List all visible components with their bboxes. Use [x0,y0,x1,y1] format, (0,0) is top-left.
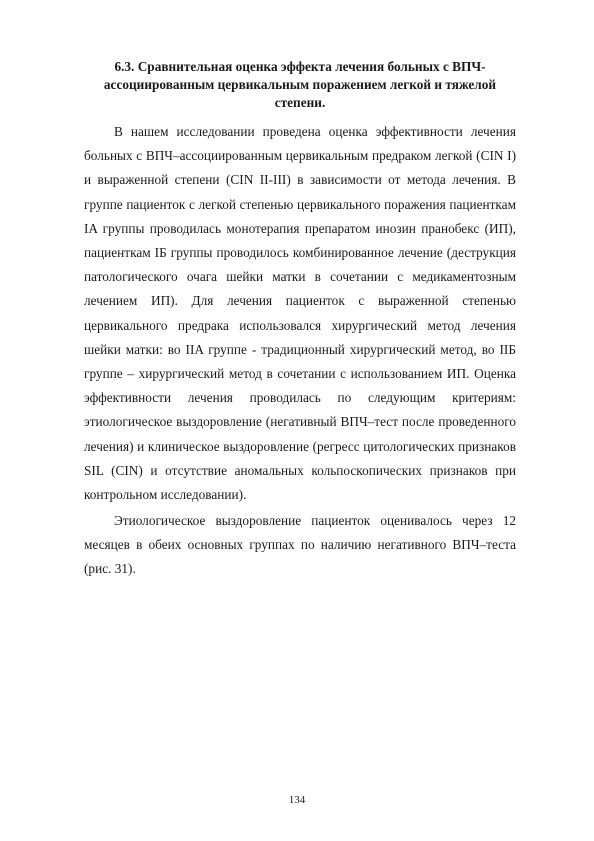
section-heading [84,58,516,112]
section-heading-line: ассоциированным цервикальным поражением легкой и тяжелой [103,77,497,92]
page-number: 134 [288,794,306,806]
body-paragraph: В нашем исследовании проведена оценка эффективности лечения больных с ВПЧ–ассоциированным цервикальным предраком легкой (CIN I) и выраженной степени (CIN II-III) в зависимости от метода лечения. В группе пациенток с легкой степенью цервикального поражения пациенткам IA группы проводилась монотерапия препаратом инозин пранобекс (ИП), пациенткам IБ группы проводилось комбинированное лечение (деструкция патологического очага шейки матки в сочетании с медикаментозным лечением ИП). Для лечения пациенток с выраженной степенью цервикального предрака использовался хирургический метод лечения шейки матки: во IIA группе - традиционный хирургический метод, во IIБ группе – хирургический метод в сочетании с использованием ИП. Оценка эффективности лечения проводилась по следующим критериям: этиологическое выздоровление (негативный ВПЧ–тест после проведенного лечения) и клиническое выздоровление (регресс цитологических признаков SIL (CIN) и отсутствие аномальных кольпоскопических признаков при контрольном исследовании). [84,124,516,503]
section-heading-line: 6.3. Сравнительная оценка эффекта лечения больных с ВПЧ- [114,59,486,74]
body-paragraph: Этиологическое выздоровление пациенток оценивалось через 12 месяцев в обеих основных группах по наличию негативного ВПЧ–теста (рис. 31). [84,513,516,577]
section-heading-line: степени. [274,95,326,110]
